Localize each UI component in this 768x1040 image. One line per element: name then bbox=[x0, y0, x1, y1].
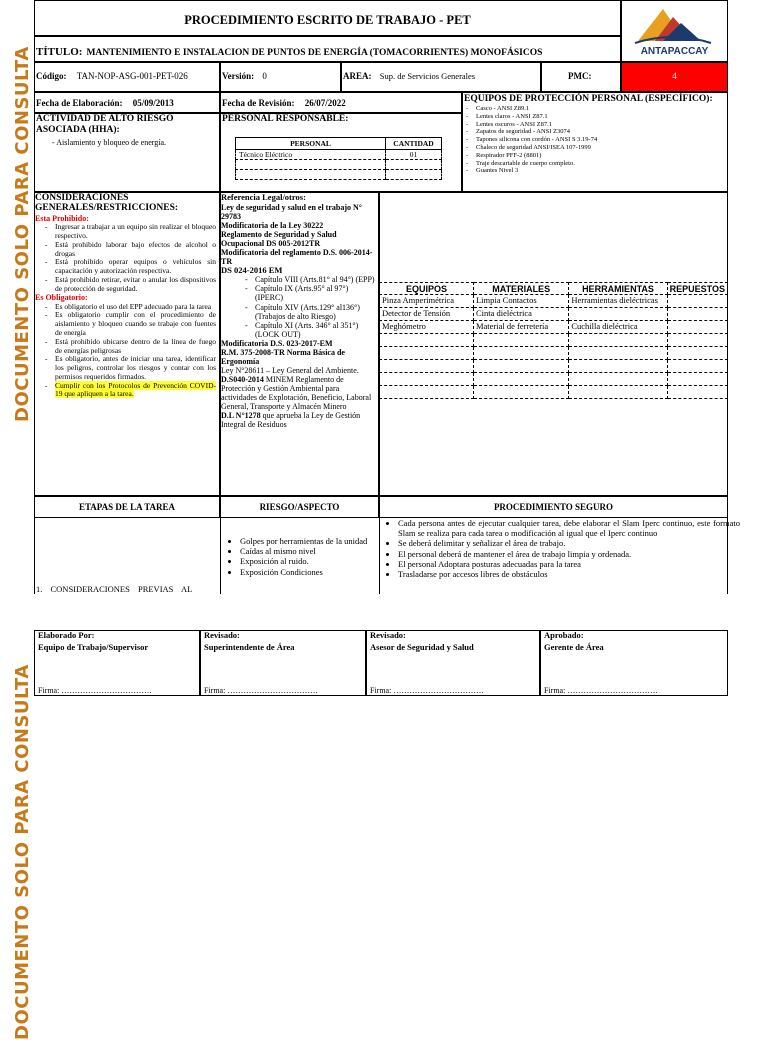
table-cell: Herramientas dieléctricas bbox=[569, 295, 667, 308]
table-cell bbox=[667, 360, 727, 373]
codigo-value: TAN-NOP-ASG-001-PET-026 bbox=[76, 71, 188, 81]
table-cell: Detector de Tensión bbox=[380, 308, 474, 321]
cantidad-cell-value bbox=[386, 160, 442, 170]
logo-text: ANTAPACCAY bbox=[640, 46, 709, 57]
antapaccay-logo-icon bbox=[633, 3, 713, 45]
titulo-row bbox=[36, 42, 619, 60]
pmc-label: PMC: bbox=[568, 71, 592, 81]
firma-line[interactable]: Firma: ……………………………. bbox=[370, 686, 484, 695]
table-cell bbox=[667, 347, 727, 360]
personal-col-header: PERSONAL bbox=[236, 138, 386, 150]
list-item: - Chaleco de seguridad ANSI/ISEA 107-1999 bbox=[476, 144, 731, 152]
table-cell bbox=[473, 334, 568, 347]
capitulos-list bbox=[221, 275, 377, 338]
prohibido-label: Esta Prohibido: bbox=[35, 213, 89, 223]
table-cell bbox=[569, 373, 667, 386]
codigo-row bbox=[36, 71, 188, 81]
ley-29783: Ley de seguridad y salud en el trabajo N° 29783 bbox=[221, 202, 362, 221]
list-item: • Golpes por herramientas de la unidad bbox=[240, 536, 390, 546]
table-cell: Pinza Amperimétrica bbox=[380, 295, 474, 308]
table-row bbox=[380, 334, 728, 347]
list-item: • El personal Adoptara posturas adecuadas para la tarea bbox=[398, 559, 740, 569]
list-item: • El personal deberá de mantener el área de trabajo limpia y ordenada. bbox=[398, 549, 740, 559]
watermark-top: DOCUMENTO SOLO PARA CONSULTA bbox=[12, 46, 33, 422]
list-item: - Está prohibido laborar bajo efectos de alcohol o drogas bbox=[55, 241, 216, 259]
fecha-elaboracion-label: Fecha de Elaboración: bbox=[36, 98, 123, 108]
etapas-header: ETAPAS DE LA TAREA bbox=[78, 502, 176, 512]
table-row bbox=[380, 308, 728, 321]
table-row bbox=[380, 360, 728, 373]
table-cell: Meghómetro bbox=[380, 321, 474, 334]
table-row bbox=[236, 170, 442, 180]
cantidad-cell-value: 01 bbox=[386, 150, 442, 160]
watermark-bottom: DOCUMENTO SOLO PARA CONSULTA bbox=[12, 664, 33, 1040]
cantidad-col-header: CANTIDAD bbox=[386, 138, 442, 150]
table-row bbox=[380, 321, 728, 334]
list-item: - Capítulo XI (Arts. 346° al 351°) (LOCK OUT) bbox=[255, 321, 377, 339]
titulo-label: TÍTULO: bbox=[36, 46, 83, 58]
referencia-title: Referencia Legal/otros: bbox=[221, 192, 306, 202]
table-row bbox=[236, 160, 442, 170]
personal-cell-value bbox=[236, 170, 386, 180]
table-cell: Limpia Contactos bbox=[473, 295, 568, 308]
consideraciones-content bbox=[35, 193, 216, 399]
firma-name: Asesor de Seguridad y Salud bbox=[370, 642, 474, 652]
personal-table bbox=[235, 137, 442, 180]
table-cell bbox=[667, 295, 727, 308]
list-item: - Casco - ANSI Z89.1 bbox=[476, 105, 731, 113]
list-item: - Es obligatorio cumplir con el procedimiento de aislamiento y bloqueo cuando se trabaje con fuentes de energía bbox=[55, 311, 216, 337]
table-row bbox=[380, 386, 728, 399]
pmc-value: 4 bbox=[672, 71, 677, 81]
personal-cell-value bbox=[236, 160, 386, 170]
firma-name: Equipo de Trabajo/Supervisor bbox=[38, 642, 149, 652]
firma-role: Revisado: bbox=[370, 630, 406, 640]
list-item: • Exposición al ruido. bbox=[240, 556, 390, 566]
firma-line[interactable]: Firma: ……………………………. bbox=[544, 686, 658, 695]
table-row bbox=[380, 295, 728, 308]
firma-role: Elaborado Por: bbox=[38, 630, 95, 640]
table-cell bbox=[473, 386, 568, 399]
table-cell bbox=[569, 308, 667, 321]
table-row bbox=[380, 347, 728, 360]
list-item: • Trasladarse por accesos libres de obstáculos bbox=[398, 569, 740, 579]
list-item: - Respirador PFF-2 (8801) bbox=[476, 152, 731, 160]
table-row bbox=[380, 373, 728, 386]
list-item: - Es obligatorio, antes de iniciar una tarea, identificar los peligros, controlar los riesgos y contar con los permisos requeridos firmados. bbox=[55, 355, 216, 381]
list-item: - Está prohibido operar equipos o vehículos sin capacitación y autorización respectiva. bbox=[55, 258, 216, 276]
mod-006: Modificatoria del reglamento D.S. 006-2014-TR bbox=[221, 247, 373, 266]
fecha-revision-label: Fecha de Revisión: bbox=[222, 98, 295, 108]
table-cell bbox=[380, 373, 474, 386]
list-item: - Es obligatorio el uso del EPP adecuado para la tarea bbox=[55, 303, 216, 312]
list-item: - Lentes oscuros - ANSI Z87.1 bbox=[476, 121, 731, 129]
firma-line[interactable]: Firma: ……………………………. bbox=[204, 686, 318, 695]
table-cell bbox=[380, 334, 474, 347]
firma-role: Revisado: bbox=[204, 630, 240, 640]
list-item: • Exposición Condiciones bbox=[240, 567, 390, 577]
list-item bbox=[55, 382, 216, 400]
fecha-elaboracion-row bbox=[36, 98, 174, 108]
list-item: - Está prohibido ubicarse dentro de la línea de fuego de energías peligrosas bbox=[55, 338, 216, 356]
actividad-item-text: Aislamiento y bloqueo de energía. bbox=[56, 138, 167, 147]
fecha-revision-value: 26/07/2022 bbox=[304, 98, 346, 108]
ley-28611: Ley N°28611 – Ley General del Ambiente. bbox=[221, 365, 359, 375]
dl-1278: D.L N°1278 bbox=[221, 410, 261, 420]
list-item: - Está prohibido retirar, evitar o anular los dispositivos de protección de seguridad. bbox=[55, 276, 216, 294]
table-cell: Cuchilla dieléctrica bbox=[569, 321, 667, 334]
area-label: AREA: bbox=[343, 71, 372, 81]
etapa-item bbox=[36, 585, 216, 594]
table-cell bbox=[380, 360, 474, 373]
table-cell: Cinta dieléctrica bbox=[473, 308, 568, 321]
table-cell bbox=[473, 347, 568, 360]
table-cell bbox=[569, 334, 667, 347]
table-cell bbox=[473, 360, 568, 373]
covid-item: Cumplir con los Protocolos de Prevención COVID-19 que apliquen a la tarea. bbox=[55, 380, 216, 399]
titulo-value: MANTENIMIENTO E INSTALACION DE PUNTOS DE ENERGÍA (TOMACORRIENTES) MONOFÁSICOS bbox=[86, 48, 543, 58]
repuestos-col-header: REPUESTOS bbox=[667, 283, 727, 295]
table-cell bbox=[569, 360, 667, 373]
list-item: - Capítulo VIII (Arts.81° al 94°) (EPP) bbox=[255, 275, 377, 284]
procedimiento-header: PROCEDIMIENTO SEGURO bbox=[493, 502, 614, 512]
ds-024: DS 024-2016 EM bbox=[221, 264, 283, 275]
obligatorio-list bbox=[35, 303, 216, 382]
table-cell bbox=[667, 373, 727, 386]
personal-title: PERSONAL RESPONSABLE: bbox=[222, 114, 349, 124]
firma-role: Aprobado: bbox=[544, 630, 584, 640]
epp-title: EQUIPOS DE PROTECCIÓN PERSONAL (ESPECÍFICO): bbox=[464, 94, 713, 104]
version-label: Versión: bbox=[222, 71, 255, 81]
table-cell bbox=[667, 386, 727, 399]
ds-040: D.S040-2014 bbox=[221, 374, 264, 384]
herramientas-col-header: HERRAMIENTAS bbox=[569, 283, 667, 295]
area-value: Sup. de Servicios Generales bbox=[379, 71, 476, 81]
riesgo-header: RIESGO/ASPECTO bbox=[259, 502, 340, 512]
consideraciones-title: CONSIDERACIONES GENERALES/RESTRICCIONES: bbox=[35, 193, 179, 214]
body-divider-1 bbox=[220, 518, 221, 594]
codigo-label: Código: bbox=[36, 71, 67, 81]
personal-cell-value: Técnico Eléctrico bbox=[236, 150, 386, 160]
equipos-col-header: EQUIPOS bbox=[380, 283, 474, 295]
list-item: - Capítulo IX (Arts.95° al 97°) (IPERC) bbox=[255, 284, 377, 302]
area-row bbox=[343, 71, 475, 81]
etapa-item-text: 1. CONSIDERACIONES PREVIAS AL bbox=[36, 585, 193, 594]
firma-name: Superintendente de Área bbox=[204, 642, 295, 652]
referencia-content bbox=[221, 193, 377, 429]
riesgos-list bbox=[224, 536, 390, 594]
list-item: - Guantes Nivel 3 bbox=[476, 167, 731, 175]
epp-list bbox=[466, 105, 731, 175]
firma-line[interactable]: Firma: ……………………………. bbox=[38, 686, 152, 695]
version-value: 0 bbox=[262, 71, 267, 81]
fecha-revision-row bbox=[222, 98, 346, 108]
cantidad-cell-value bbox=[386, 170, 442, 180]
fecha-elaboracion-value: 05/09/2013 bbox=[132, 98, 174, 108]
table-cell bbox=[569, 386, 667, 399]
list-item: • Caídas al mismo nivel bbox=[240, 546, 390, 556]
rm-375: R.M. 375-2008-TR Norma Básica de Ergonomía bbox=[221, 347, 345, 366]
list-item: - Capítulo XIV (Arts.129° al136°) (Trabajos de alto Riesgo) bbox=[255, 303, 377, 321]
table-cell bbox=[473, 373, 568, 386]
list-item: - Lentes claros - ANSI Z87.1 bbox=[476, 113, 731, 121]
table-cell bbox=[380, 347, 474, 360]
firma-name: Gerente de Área bbox=[544, 642, 604, 652]
list-item: - Ingresar a trabajar a un equipo sin realizar el bloqueo respectivo. bbox=[55, 223, 216, 241]
prohibido-list bbox=[35, 223, 216, 293]
page-title: PROCEDIMIENTO ESCRITO DE TRABAJO - PET bbox=[184, 13, 471, 27]
list-item: • Se deberá delimitar y señalizar el área de trabajo. bbox=[398, 538, 740, 548]
actividad-title: ACTIVIDAD DE ALTO RIESGO ASOCIADA (HHA): bbox=[36, 114, 174, 135]
table-cell bbox=[667, 321, 727, 334]
list-item: - Zapatos de seguridad - ANSI Z3074 bbox=[476, 128, 731, 136]
equipos-table bbox=[379, 282, 728, 399]
table-cell bbox=[667, 334, 727, 347]
ds-040-row bbox=[221, 375, 377, 411]
covid-list bbox=[35, 382, 216, 400]
mod-30222: Modificatoria de la Ley 30222 bbox=[221, 220, 324, 230]
version-row bbox=[222, 71, 267, 81]
list-item: - Traje descartable de cuerpo completo. bbox=[476, 160, 731, 168]
table-cell bbox=[667, 308, 727, 321]
ds-040-text: MINEM Reglamento de Protección y Gestión Ambiental para actividades de Explotación, Beneficio, Laboral General, Transporte y Almacén Minero bbox=[221, 374, 372, 411]
table-row bbox=[236, 150, 442, 160]
list-item: • Cada persona antes de ejecutar cualquier tarea, debe elaborar el Slam Iperc continuo, este formato Slam se realiza para cada tarea o modificación al igual que el Iperc continuo bbox=[398, 518, 740, 538]
actividad-item: - Aislamiento y bloqueo de energía. bbox=[52, 138, 167, 147]
table-cell: Material de ferretería bbox=[473, 321, 568, 334]
dl-1278-row bbox=[221, 411, 377, 429]
list-item: - Tapones silicona con cordón - ANSI S 3.19-74 bbox=[476, 136, 731, 144]
obligatorio-label: Es Obligatorio: bbox=[35, 293, 88, 303]
dl-1278-text: que aprueba la Ley de Gestión Integral de Residuos bbox=[221, 410, 361, 429]
materiales-col-header: MATERIALES bbox=[473, 283, 568, 295]
procedimientos-list bbox=[382, 518, 740, 594]
table-cell bbox=[569, 347, 667, 360]
table-cell bbox=[380, 386, 474, 399]
reglamento-ds005: Reglamento de Seguridad y Salud Ocupacional DS 005-2012TR bbox=[221, 229, 337, 248]
mod-023: Modificatoria D.S. 023-2017-EM bbox=[221, 338, 333, 348]
